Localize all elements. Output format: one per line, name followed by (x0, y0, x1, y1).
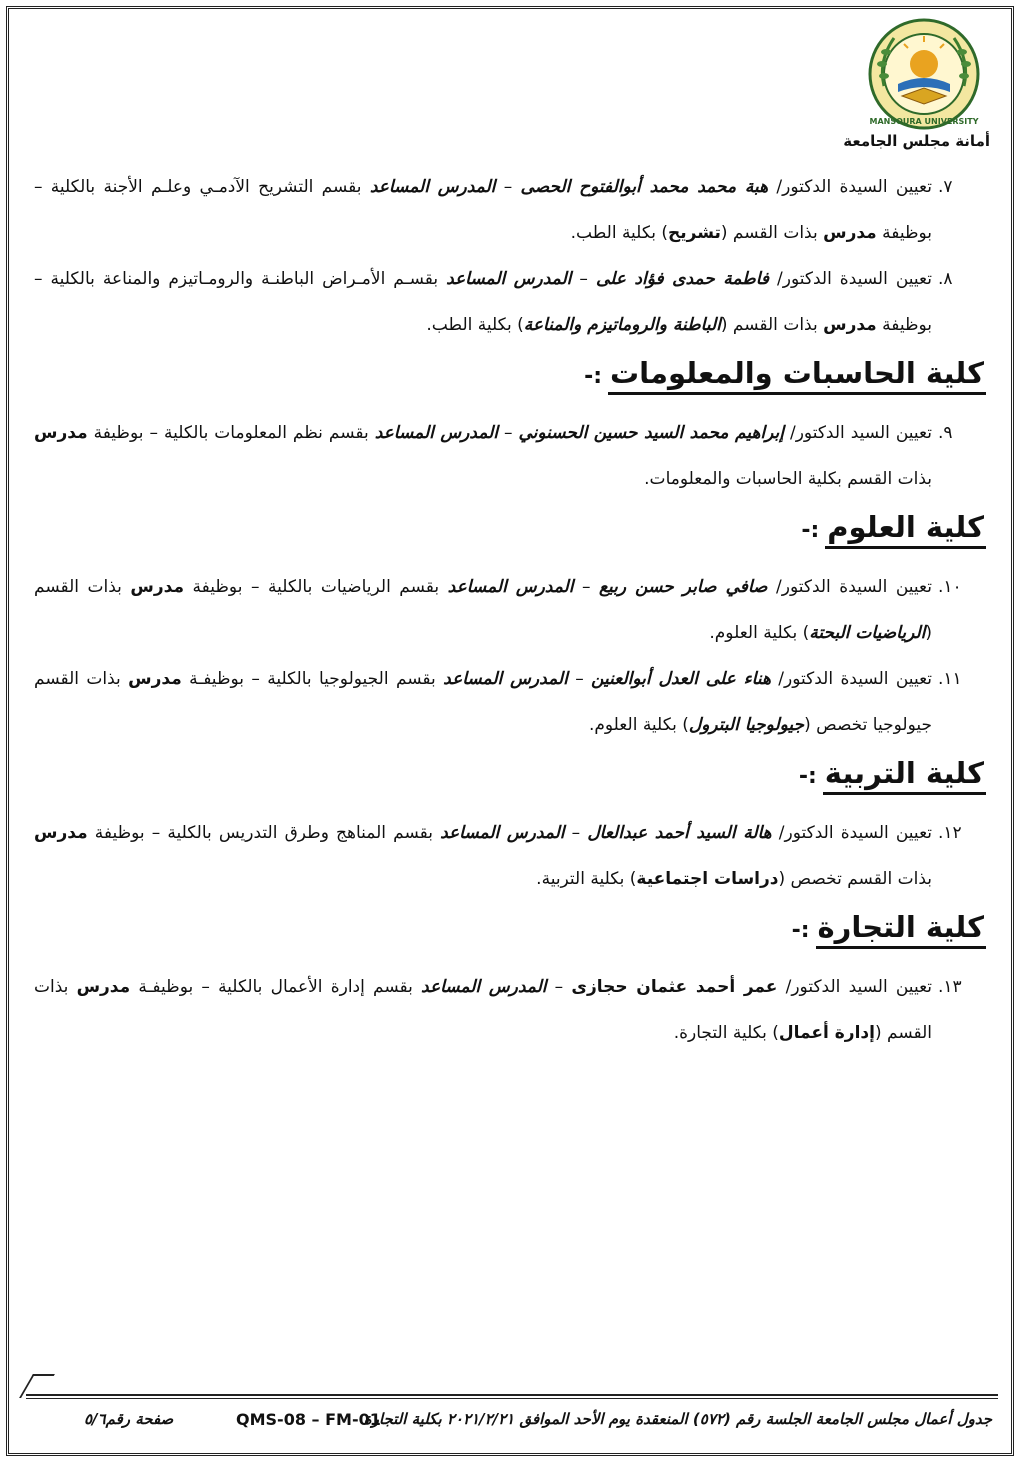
page-footer (26, 1394, 998, 1438)
item-text: تعيين السيدة الدكتور/ هبة محمد محمد أبوالفتوح الحصى – المدرس المساعد بقسم التشريح الآدمـي وعلـم الأجنة بالكلية – بوظيفة مدرس بذات القسم (تشريح) بكلية الطب. (34, 177, 932, 243)
item-text: تعيين السيدة الدكتور/ فاطمة حمدى فؤاد على – المدرس المساعد بقسـم الأمـراض الباطنـة والرومـاتيزم والمناعة بالكلية – بوظيفة مدرس بذات القسم (الباطنة والروماتيزم والمناعة) بكلية الطب. (34, 269, 932, 335)
faculty-title: كلية العلوم (825, 510, 986, 549)
faculty-heading-commerce (34, 910, 986, 954)
appointment-item-9 (34, 410, 986, 502)
item-number: ١٣. (938, 977, 962, 997)
item-number: ٩. (938, 423, 953, 443)
footer-page-number: صفحة رقم٥/٦ (84, 1410, 174, 1428)
faculty-suffix: :- (584, 364, 602, 389)
footer-document-code: QMS-08 – FM-01 (236, 1410, 381, 1429)
faculty-title: كلية التجارة (816, 910, 987, 949)
item-text: تعيين السيدة الدكتور/ هالة السيد أحمد عبدالعال – المدرس المساعد بقسم المناهج وطرق التدريس بالكلية – بوظيفة مدرس بذات القسم تخصص (دراسات اجتماعية) بكلية التربية. (34, 823, 932, 889)
item-number: ٧. (938, 177, 953, 197)
item-number: ١١. (938, 669, 962, 689)
appointment-item-8 (34, 256, 986, 348)
appointment-item-12 (34, 810, 986, 902)
faculty-heading-computers (34, 356, 986, 400)
appointment-item-7 (34, 164, 986, 256)
faculty-suffix: :- (798, 764, 817, 789)
item-text: تعيين السيد الدكتور/ إبراهيم محمد السيد حسين الحسنوني – المدرس المساعد بقسم نظم المعلومات بالكلية – بوظيفة مدرس بذات القسم بكلية الحاسبات والمعلومات. (34, 423, 932, 489)
svg-text:MANSOURA UNIVERSITY: MANSOURA UNIVERSITY (869, 117, 979, 126)
item-number: ١٢. (938, 823, 962, 843)
footer-agenda-text: جدول أعمال مجلس الجامعة الجلسة رقم (٥٧٢) المنعقدة يوم الأحد الموافق ٢٠٢١/٢/٢١ بكلية التجارة (363, 1410, 992, 1428)
item-number: ٨. (938, 269, 953, 289)
document-body (34, 164, 986, 1056)
appointment-item-11 (34, 656, 986, 748)
council-secretariat-label: أمانة مجلس الجامعة (843, 132, 990, 150)
item-text: تعيين السيدة الدكتور/ هناء على العدل أبوالعنين – المدرس المساعد بقسم الجيولوجيا بالكلية – بوظيفـة مدرس بذات القسم جيولوجيا تخصص (جيولوجيا البترول) بكلية العلوم. (34, 669, 933, 735)
item-text: تعيين السيد الدكتور/ عمر أحمد عثمان حجازى – المدرس المساعد بقسم إدارة الأعمال بالكلية – بوظيفـة مدرس بذات القسم (إدارة أعمال) بكلية التجارة. (34, 977, 933, 1043)
university-logo-icon (864, 16, 984, 134)
faculty-suffix: :- (791, 918, 810, 943)
faculty-heading-education (34, 756, 986, 800)
footer-rule (26, 1394, 998, 1396)
appointment-item-13 (34, 964, 986, 1056)
faculty-title: كلية الحاسبات والمعلومات (608, 356, 986, 395)
appointment-item-10 (34, 564, 986, 656)
footer-rule-inner (26, 1398, 998, 1399)
faculty-suffix: :- (801, 518, 820, 543)
faculty-title: كلية التربية (823, 756, 986, 795)
item-number: ١٠. (938, 577, 962, 597)
faculty-heading-science (34, 510, 986, 554)
item-text: تعيين السيدة الدكتور/ صافي صابر حسن ربيع – المدرس المساعد بقسم الرياضيات بالكلية – بوظيفة مدرس بذات القسم (الرياضيات البحتة) بكلية العلوم. (34, 577, 932, 643)
